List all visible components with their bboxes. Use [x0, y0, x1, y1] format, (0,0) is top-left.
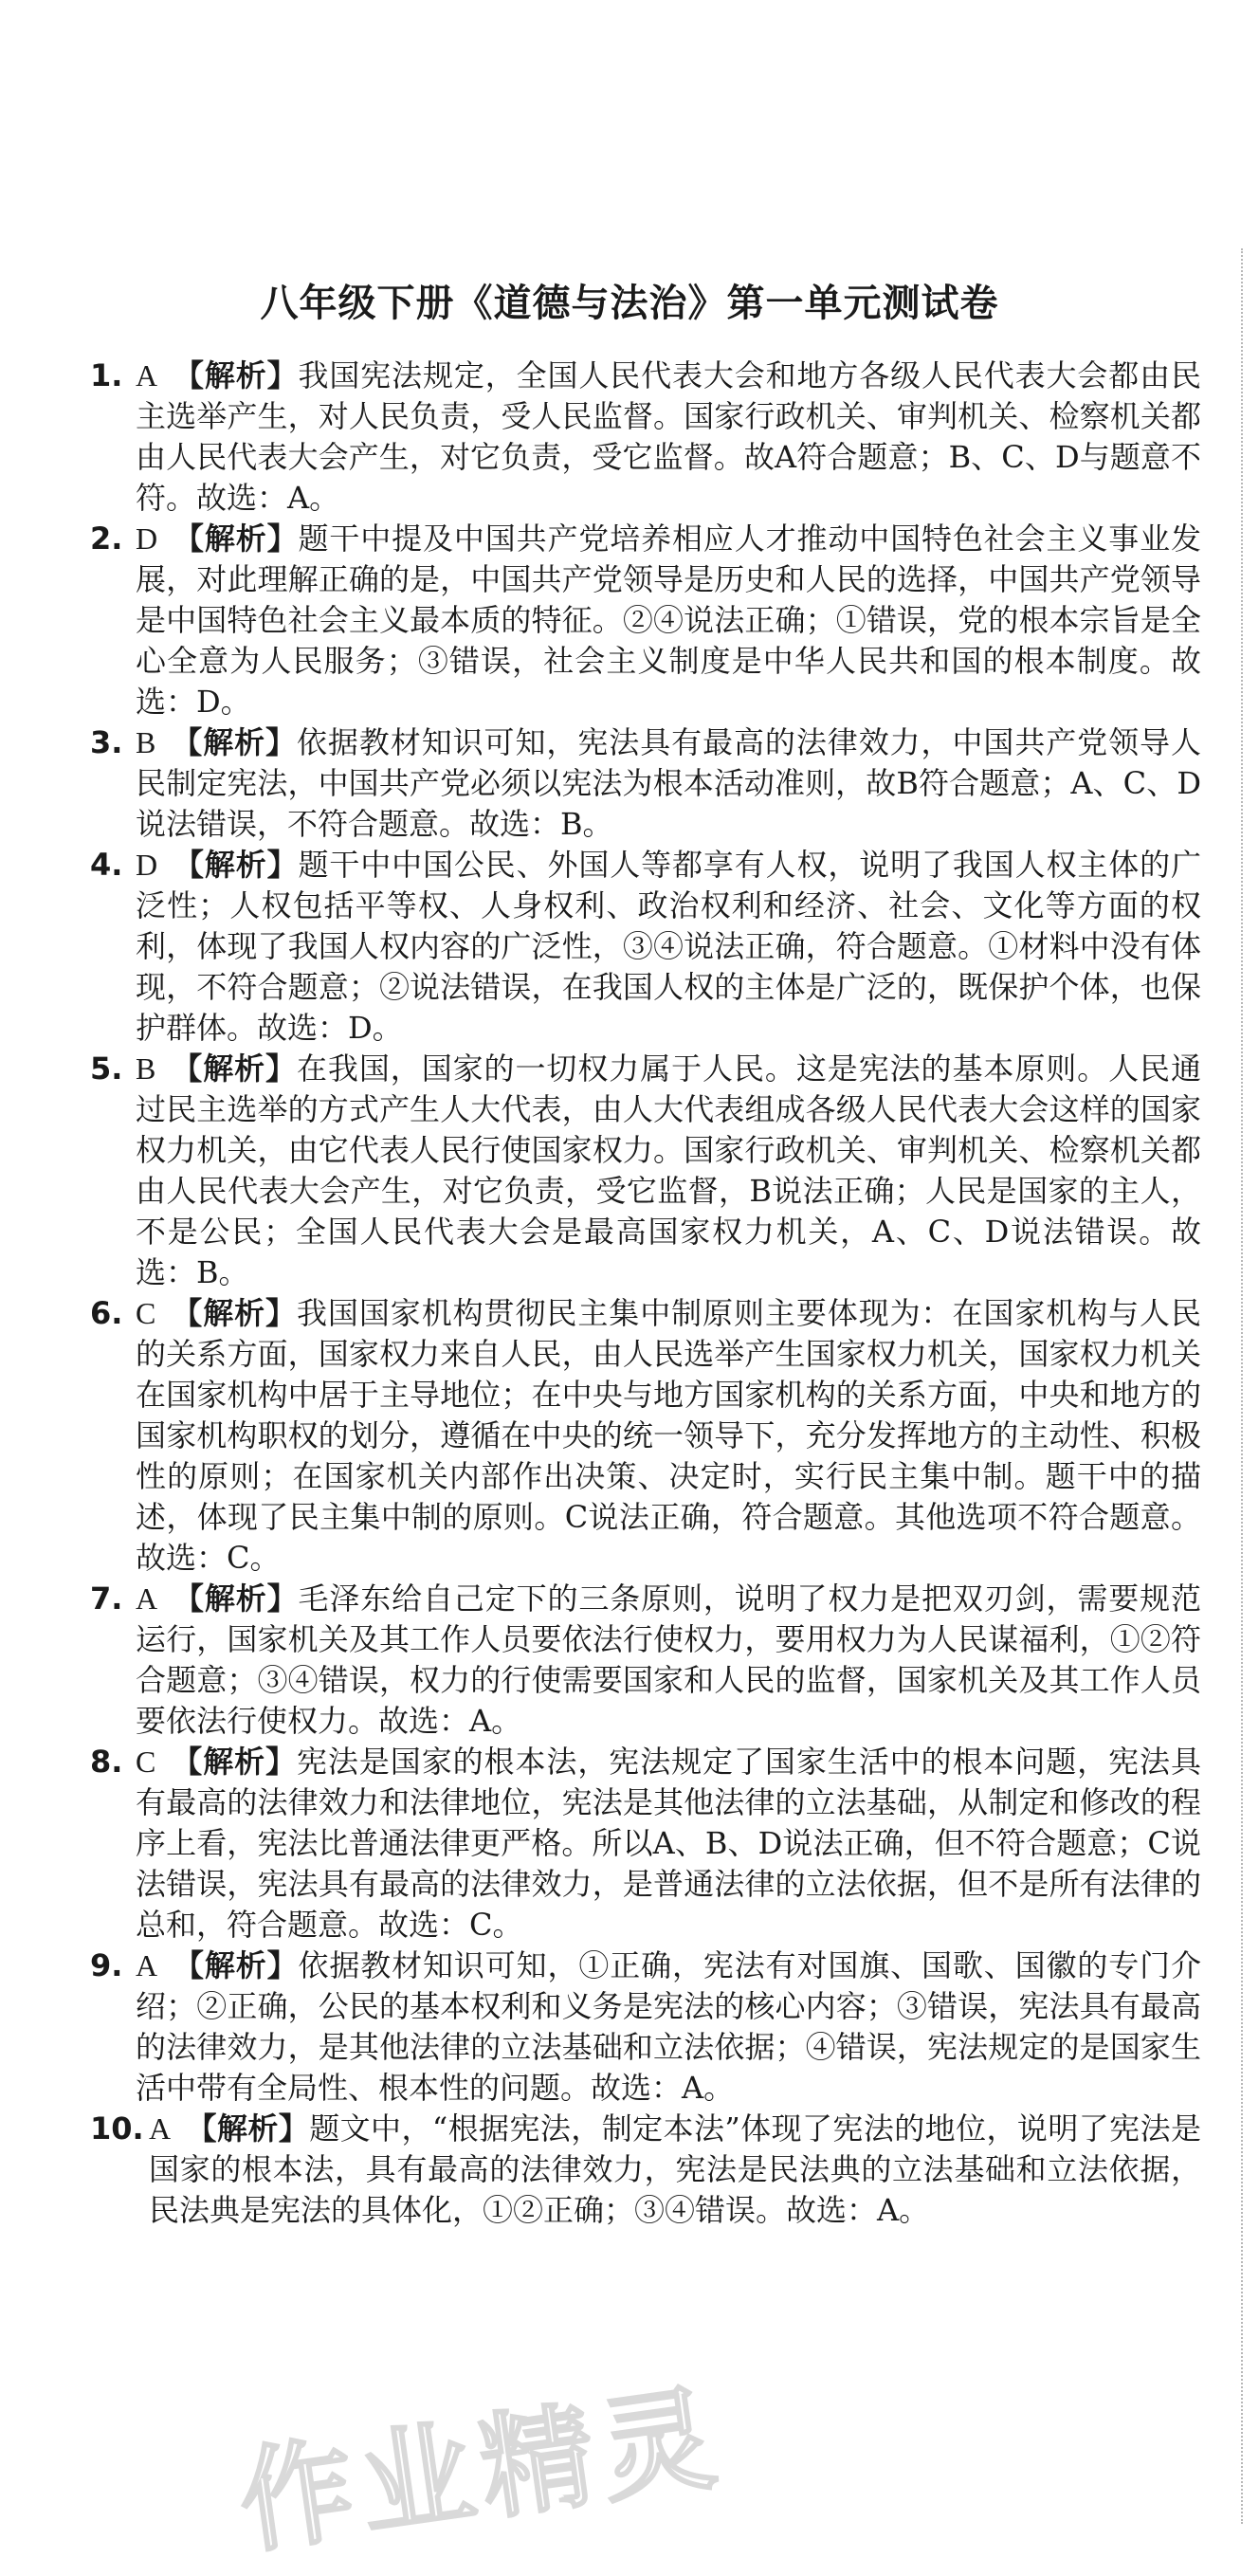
analysis-label: 【解析】 — [171, 724, 297, 760]
answer-letter: C — [136, 1296, 156, 1330]
analysis-text: 题干中提及中国共产党培养相应人才推动中国特色社会主义事业发展，对此理解正确的是，中国共产党领导是历史和人民的选择，中国共产党领导是中国特色社会主义最本质的特征。②④说法正确；①错误，党的根本宗旨是全心全意为人民服务；③错误，社会主义制度是中华人民共和国的根本制度。故选：D。 — [136, 521, 1201, 720]
answer-item — [90, 1579, 1201, 1742]
analysis-text: 我国国家机构贯彻民主集中制原则主要体现为：在国家机构与人民的关系方面，国家权力来自人民，由人民选举产生国家权力机关，国家权力机关在国家机构中居于主导地位；在中央与地方国家机构的关系方面，中央和地方的国家机构职权的划分，遵循在中央的统一领导下，充分发挥地方的主动性、积极性的原则；在国家机关内部作出决策、决定时，实行民主集中制。题干中的描述，体现了民主集中制的原则。C说法正确，符合题意。其他选项不符合题意。故选：C。 — [136, 1295, 1201, 1576]
question-number: 4. — [90, 847, 123, 883]
answer-letter: D — [136, 521, 158, 556]
answer-list — [90, 356, 1201, 2231]
answer-letter: B — [136, 1051, 156, 1086]
answer-item — [90, 519, 1201, 722]
page-title: 八年级下册《道德与法治》第一单元测试卷 — [260, 282, 999, 325]
analysis-text: 题干中中国公民、外国人等都享有人权，说明了我国人权主体的广泛性；人权包括平等权、人身权利、政治权利和经济、社会、文化等方面的权利，体现了我国人权内容的广泛性，③④说法正确，符合题意。①材料中没有体现，不符合题意；②说法错误，在我国人权的主体是广泛的，既保护个体，也保护群体。故选：D。 — [136, 847, 1201, 1046]
question-number: 1. — [90, 357, 123, 393]
margin-dotted-line — [1241, 248, 1243, 2524]
analysis-label: 【解析】 — [173, 1580, 299, 1617]
analysis-text: 题文中，“根据宪法，制定本法”体现了宪法的地位，说明了宪法是国家的根本法，具有最高的法律效力，宪法是民法典的立法基础和立法依据，民法典是宪法的具体化，①②正确；③④错误。故选：A。 — [149, 2110, 1201, 2228]
analysis-label: 【解析】 — [173, 847, 299, 883]
analysis-label: 【解析】 — [171, 1050, 297, 1087]
answer-item — [90, 356, 1201, 519]
answer-item — [90, 1742, 1201, 1946]
question-number: 9. — [90, 1947, 123, 1983]
analysis-text: 我国宪法规定，全国人民代表大会和地方各级人民代表大会都由民主选举产生，对人民负责，受人民监督。国家行政机关、审判机关、检察机关都由人民代表大会产生，对它负责，受它监督。故A符合题意；B、C、D与题意不符。故选：A。 — [136, 357, 1201, 516]
analysis-text: 毛泽东给自己定下的三条原则，说明了权力是把双刃剑，需要规范运行，国家机关及其工作人员要依法行使权力，要用权力为人民谋福利，①②符合题意；③④错误，权力的行使需要国家和人民的监督，国家机关及其工作人员要依法行使权力。故选：A。 — [136, 1580, 1201, 1739]
analysis-text: 依据教材知识可知，①正确，宪法有对国旗、国歌、国徽的专门介绍；②正确，公民的基本权利和义务是宪法的核心内容；③错误，宪法具有最高的法律效力，是其他法律的立法基础和立法依据；④错误，宪法规定的是国家生活中带有全局性、根本性的问题。故选：A。 — [136, 1947, 1201, 2106]
answer-letter: D — [136, 848, 158, 882]
answer-letter: C — [136, 1745, 156, 1779]
analysis-label: 【解析】 — [171, 1295, 297, 1331]
question-number: 10. — [90, 2110, 144, 2147]
question-number: 3. — [90, 724, 123, 760]
answer-item — [90, 2109, 1201, 2231]
answer-letter: A — [136, 358, 158, 393]
question-number: 2. — [90, 521, 123, 557]
answer-item — [90, 1293, 1201, 1579]
analysis-text: 在我国，国家的一切权力属于人民。这是宪法的基本原则。人民通过民主选举的方式产生人大代表，由人大代表组成各级人民代表大会这样的国家权力机关，由它代表人民行使国家权力。国家行政机关、审判机关、检察机关都由人民代表大会产生，对它负责，受它监督，B说法正确；人民是国家的主人，不是公民；全国人民代表大会是最高国家权力机关，A、C、D说法错误。故选：B。 — [136, 1050, 1201, 1290]
question-number: 7. — [90, 1580, 123, 1617]
answer-item — [90, 845, 1201, 1049]
answer-letter: B — [136, 725, 156, 759]
analysis-label: 【解析】 — [186, 2110, 310, 2147]
watermark-logo: 作业精灵 — [231, 2371, 731, 2570]
analysis-label: 【解析】 — [173, 1947, 299, 1983]
answer-letter: A — [149, 2111, 172, 2146]
answer-letter: A — [136, 1948, 158, 1982]
answer-item — [90, 722, 1201, 845]
analysis-label: 【解析】 — [171, 1744, 297, 1780]
analysis-label: 【解析】 — [173, 521, 299, 557]
analysis-label: 【解析】 — [173, 357, 299, 393]
answer-letter: A — [136, 1581, 158, 1616]
question-number: 5. — [90, 1050, 123, 1087]
answer-item — [90, 1946, 1201, 2109]
analysis-text: 宪法是国家的根本法，宪法规定了国家生活中的根本问题，宪法具有最高的法律效力和法律地位，宪法是其他法律的立法基础，从制定和修改的程序上看，宪法比普通法律更严格。所以A、B、D说法正确，但不符合题意；C说法错误，宪法具有最高的法律效力，是普通法律的立法依据，但不是所有法律的总和，符合题意。故选：C。 — [136, 1744, 1201, 1943]
answer-item — [90, 1049, 1201, 1293]
analysis-text: 依据教材知识可知，宪法具有最高的法律效力，中国共产党领导人民制定宪法，中国共产党必须以宪法为根本活动准则，故B符合题意；A、C、D说法错误，不符合题意。故选：B。 — [136, 724, 1201, 842]
question-number: 8. — [90, 1744, 123, 1780]
question-number: 6. — [90, 1295, 123, 1331]
